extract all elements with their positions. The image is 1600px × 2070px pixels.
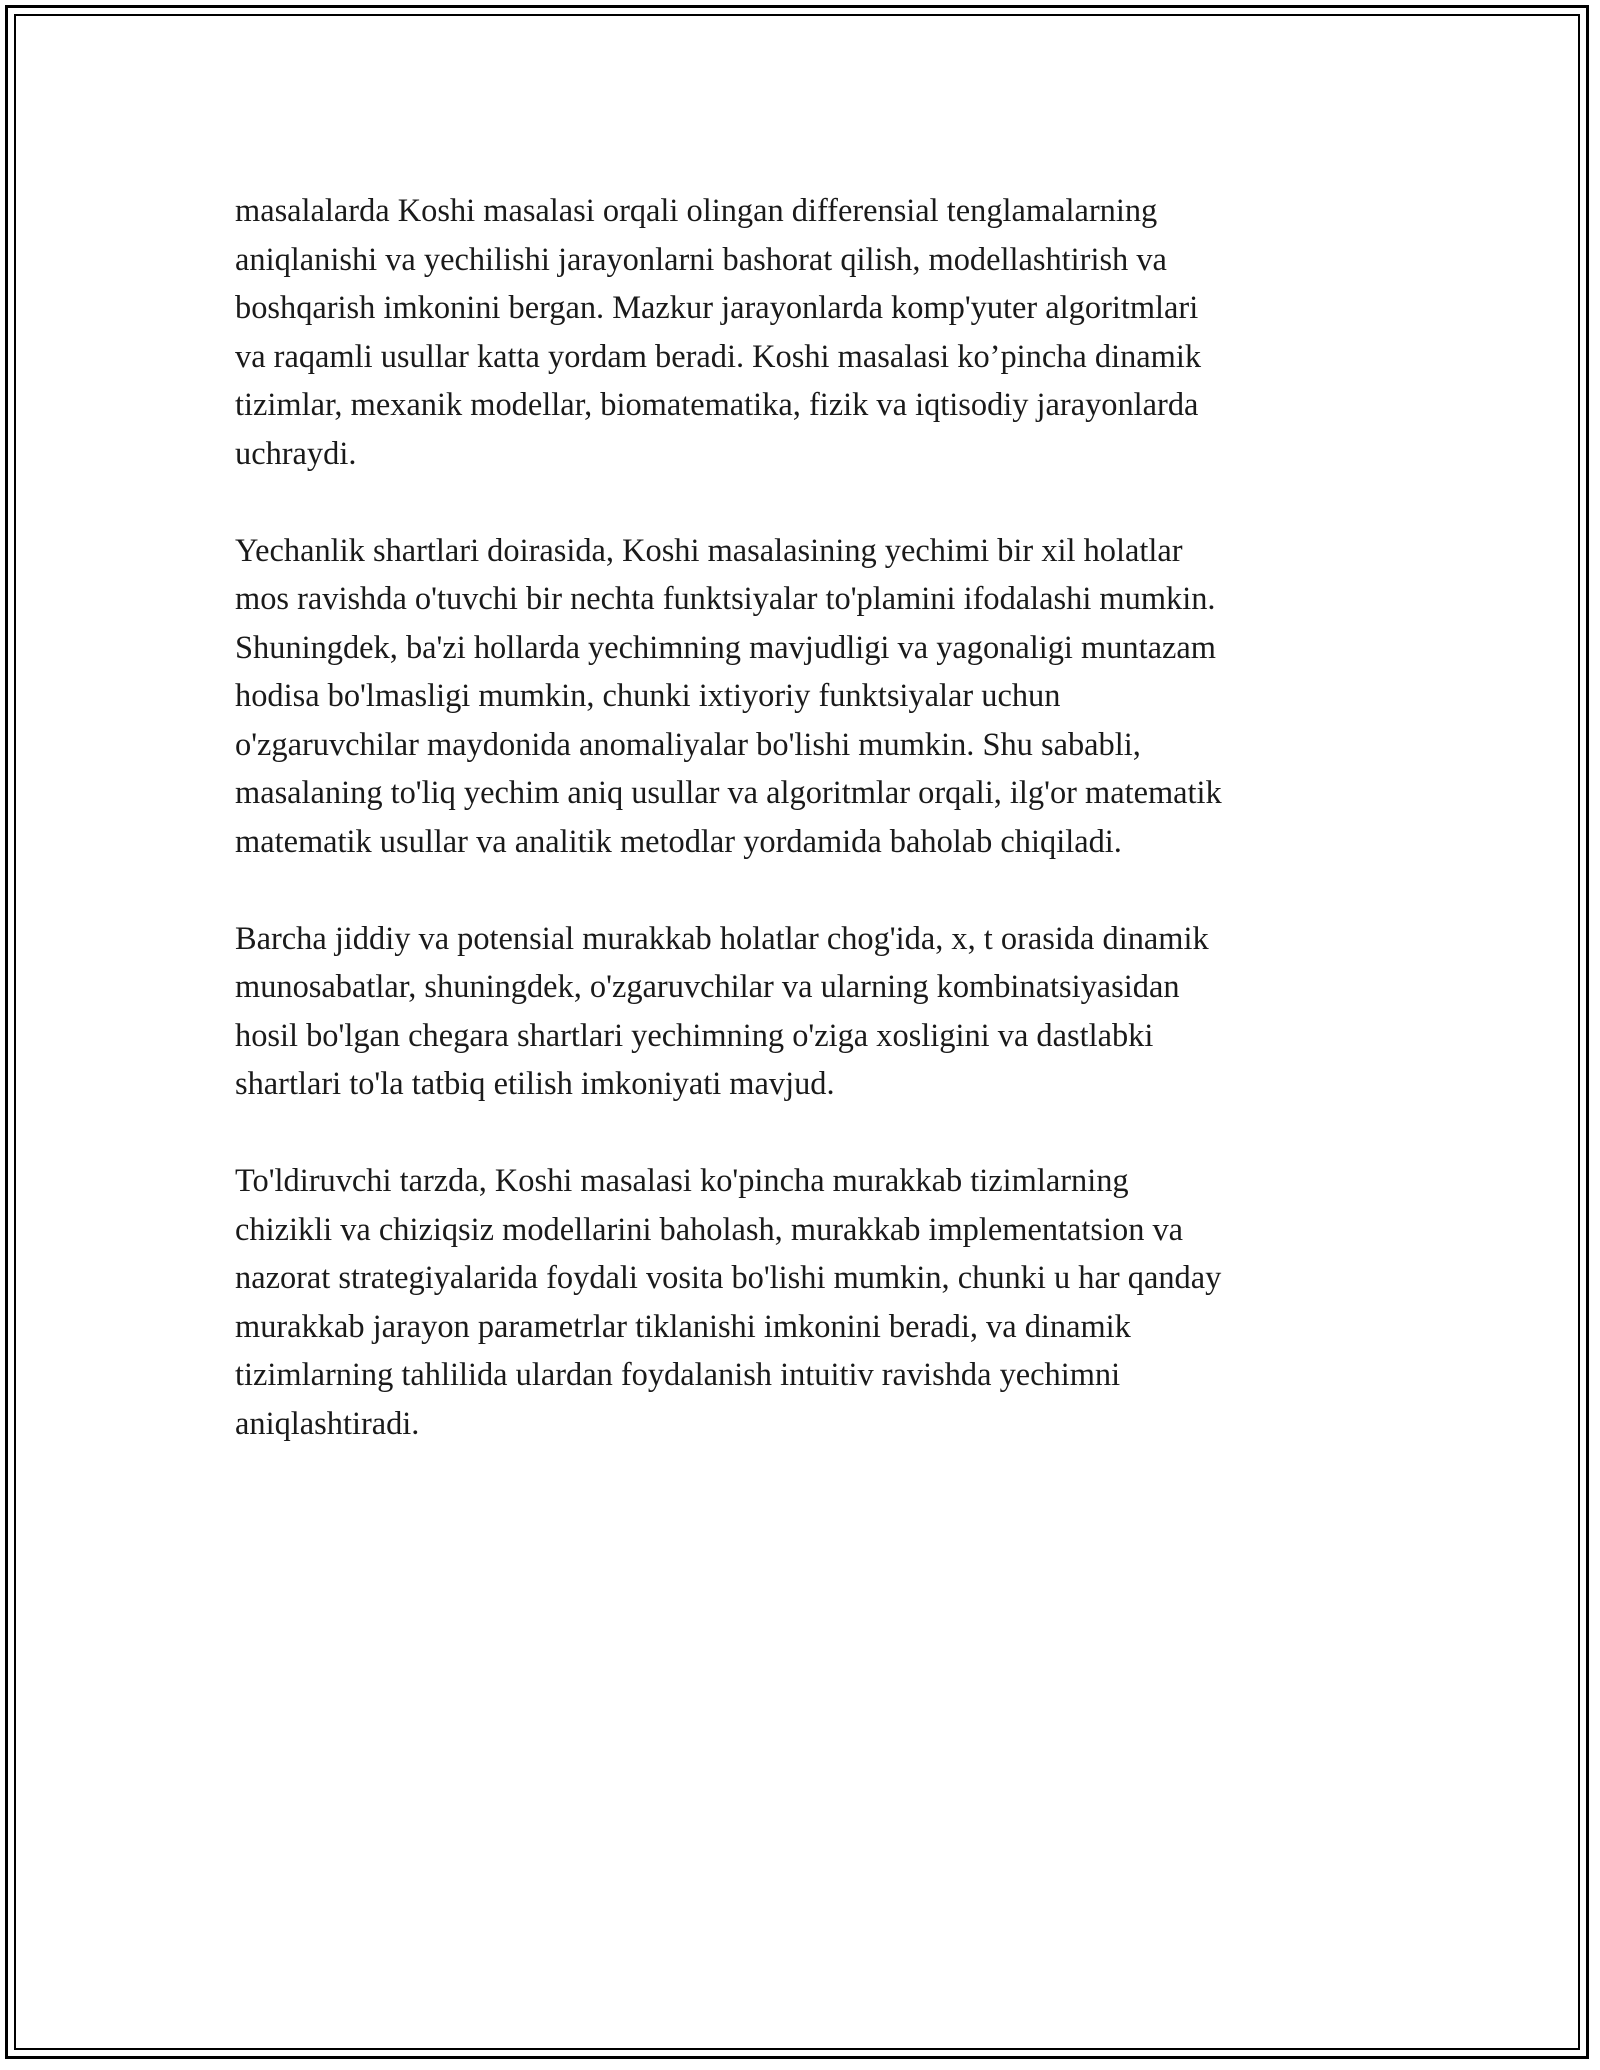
paragraph-1: masalalarda Koshi masalasi orqali olingan differensial tenglamalarning aniqlanishi va yechilishi jarayonlarni bashorat qilish, modellashtirish va boshqarish imkonini bergan. Mazkur jarayonlarda komp'yuter algoritmlari va raqamli usullar katta yordam beradi. Koshi masalasi ko’pincha dinamik tizimlar, mexanik modellar, biomatematika, fizik va iqtisodiy jarayonlarda uchraydi. <box>235 193 1202 472</box>
document-body <box>235 187 1365 1497</box>
paragraph-4: To'ldiruvchi tarzda, Koshi masalasi ko'pincha murakkab tizimlarning chizikli va chiziqsiz modellarini baholash, murakkab implementatsion va nazorat strategiyalarida foydali vosita bo'lishi mumkin, chunki u har qanday murakkab jarayon parametrlar tiklanishi imkonini beradi, va dinamik tizimlarning tahlilida ulardan foydalanish intuitiv ravishda yechimni aniqlashtiradi. <box>235 1163 1222 1442</box>
paragraph-3: Barcha jiddiy va potensial murakkab holatlar chog'ida, x, t orasida dinamik munosabatlar, shuningdek, o'zgaruvchilar va ularning kombinatsiyasidan hosil bo'lgan chegara shartlari yechimning o'ziga xosligini va dastlabki shartlari to'la tatbiq etilish imkoniyati mavjud. <box>235 920 1209 1102</box>
paragraph-2: Yechanlik shartlari doirasida, Koshi masalasining yechimi bir xil holatlar mos ravishda o'tuvchi bir nechta funktsiyalar to'plamini ifodalashi mumkin. Shuningdek, ba'zi hollarda yechimning mavjudligi va yagonaligi muntazam hodisa bo'lmasligi mumkin, chunki ixtiyoriy funktsiyalar uchun o'zgaruvchilar maydonida anomaliyalar bo'lishi mumkin. Shu sababli, masalaning to'liq yechim aniq usullar va algoritmlar orqali, ilg'or matematik matematik usullar va analitik metodlar yordamida baholab chiqiladi. <box>235 532 1222 860</box>
